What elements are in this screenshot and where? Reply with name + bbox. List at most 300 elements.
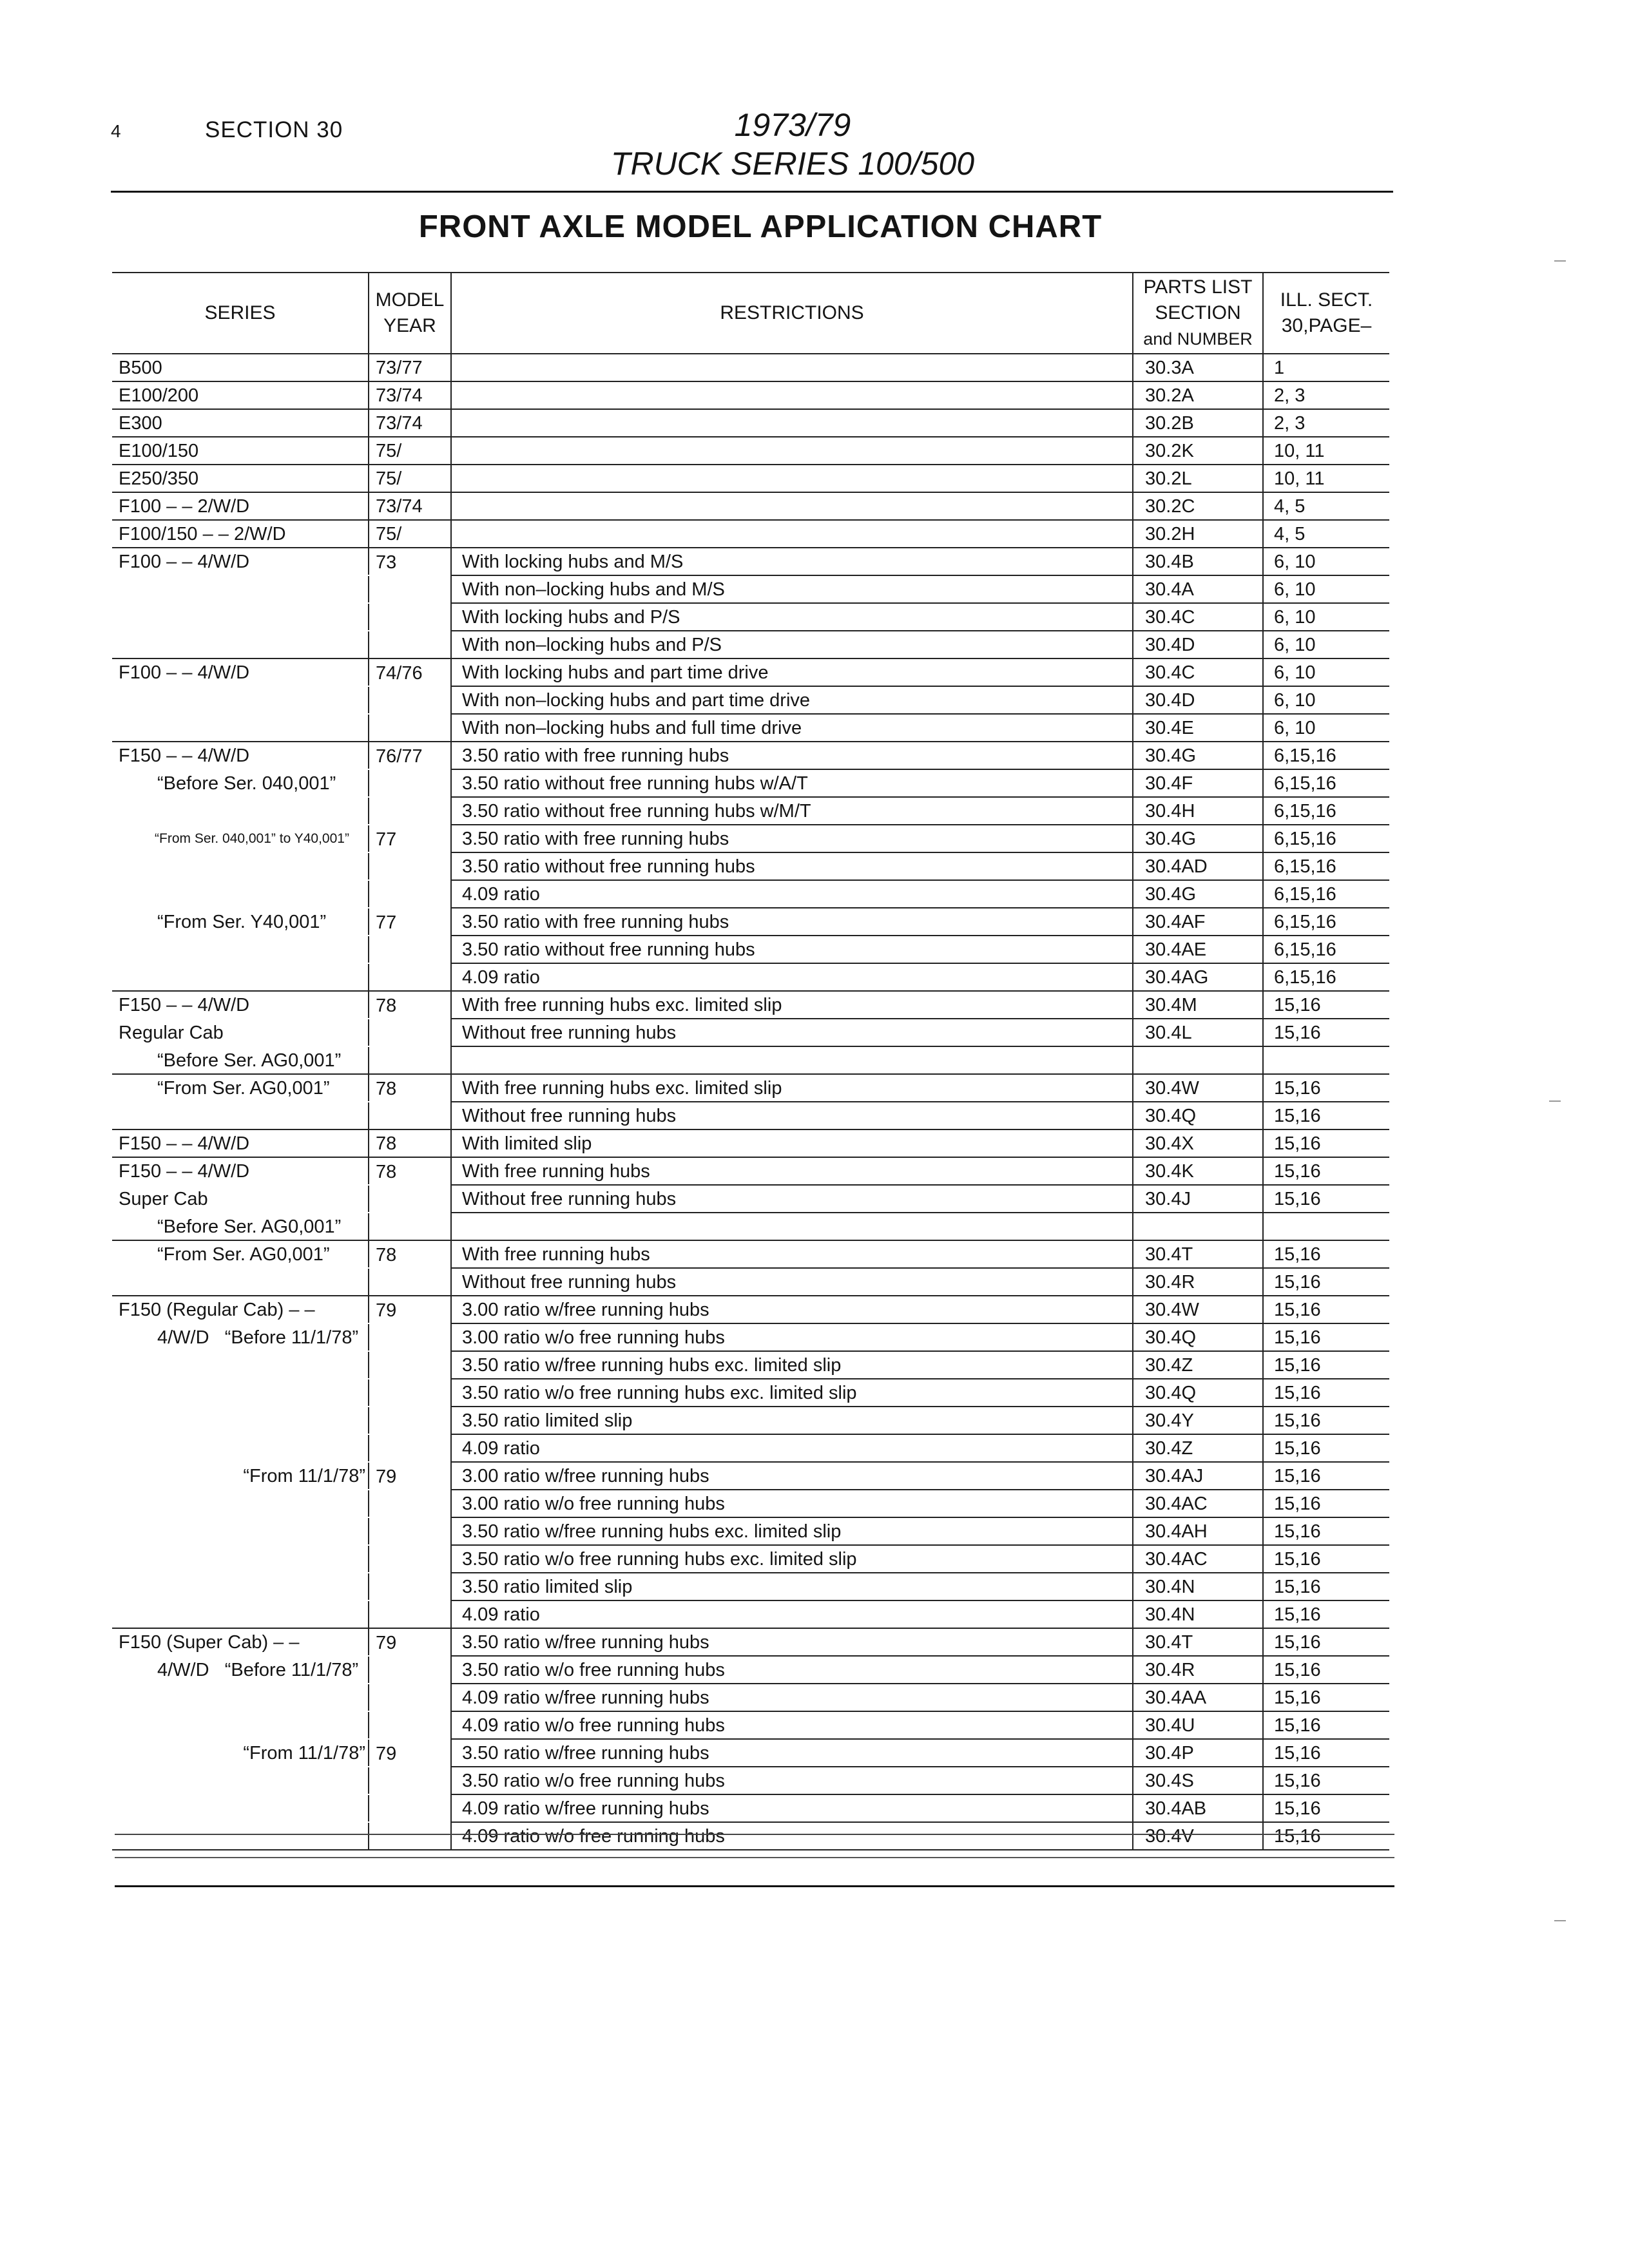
parts-list-cell: 30.4T: [1133, 1240, 1263, 1268]
restriction-cell: [451, 520, 1133, 548]
ill-sect-cell: 6,15,16: [1263, 908, 1389, 936]
table-row: [112, 575, 1389, 603]
table-row: [112, 1296, 1389, 1323]
table-row: [112, 658, 1389, 686]
table-row: [112, 742, 1389, 769]
ill-sect-cell: 15,16: [1263, 1157, 1389, 1185]
table-row: [112, 1490, 1389, 1517]
ill-sect-cell: 6, 10: [1263, 631, 1389, 658]
table-row: [112, 1268, 1389, 1296]
parts-list-cell: 30.2K: [1133, 437, 1263, 465]
ill-sect-cell: 15,16: [1263, 1600, 1389, 1628]
series-cell: F100/150 – – 2/W/D: [112, 520, 369, 548]
model-year-cell: 78: [369, 1157, 451, 1185]
series-cell: F100 – – 4/W/D: [119, 662, 250, 683]
restriction-cell: 3.50 ratio with free running hubs: [451, 742, 1133, 769]
parts-list-cell: 30.4Y: [1133, 1407, 1263, 1434]
table-row: [112, 1240, 1389, 1268]
model-year-cell: 75/: [369, 520, 451, 548]
model-year-cell: [369, 714, 451, 742]
ill-sect-cell: 15,16: [1263, 1628, 1389, 1656]
series-cell: E250/350: [112, 465, 369, 492]
restriction-cell: [451, 1046, 1133, 1074]
series-cell: E100/200: [112, 381, 369, 409]
table-row: [112, 1767, 1389, 1794]
restriction-cell: 3.00 ratio w/free running hubs: [451, 1462, 1133, 1490]
model-year-cell: 79: [369, 1628, 451, 1656]
ill-sect-cell: 15,16: [1263, 1407, 1389, 1434]
ill-sect-cell: 6,15,16: [1263, 963, 1389, 991]
header-model-year-line2: YEAR: [383, 315, 436, 336]
parts-list-cell: 30.4AJ: [1133, 1462, 1263, 1490]
parts-list-cell: 30.4Q: [1133, 1323, 1263, 1351]
table-row: [112, 631, 1389, 658]
restriction-cell: 4.09 ratio w/o free running hubs: [451, 1822, 1133, 1850]
ill-sect-cell: 15,16: [1263, 1462, 1389, 1490]
series-cell: [112, 1794, 369, 1822]
parts-list-cell: 30.4M: [1133, 991, 1263, 1019]
parts-list-cell: 30.4D: [1133, 686, 1263, 714]
ill-sect-cell: 15,16: [1263, 1490, 1389, 1517]
model-year-cell: [369, 1046, 451, 1074]
header-ill-sect-line2: 30,PAGE–: [1281, 315, 1372, 336]
parts-list-cell: 30.4AC: [1133, 1545, 1263, 1573]
restriction-cell: With free running hubs exc. limited slip: [451, 991, 1133, 1019]
model-year-cell: [369, 1407, 451, 1434]
ill-sect-cell: 15,16: [1263, 1296, 1389, 1323]
parts-list-cell: 30.4Z: [1133, 1434, 1263, 1462]
parts-list-cell: 30.4AF: [1133, 908, 1263, 936]
ill-sect-cell: 6,15,16: [1263, 936, 1389, 963]
parts-list-cell: 30.4AB: [1133, 1794, 1263, 1822]
parts-list-cell: 30.4AH: [1133, 1517, 1263, 1545]
table-row: [112, 548, 1389, 575]
table-row: [112, 1379, 1389, 1407]
table-row: [112, 1794, 1389, 1822]
model-year-cell: [369, 852, 451, 880]
table-row: [112, 1822, 1389, 1850]
ill-sect-cell: [1263, 1046, 1389, 1074]
table-row: [112, 1545, 1389, 1573]
series-cell: “From Ser. AG0,001”: [157, 1244, 330, 1265]
parts-list-cell: 30.4AD: [1133, 852, 1263, 880]
restriction-cell: 3.50 ratio w/o free running hubs exc. limited slip: [451, 1545, 1133, 1573]
bottom-rule: [115, 1857, 1394, 1858]
table-row: [112, 963, 1389, 991]
series-cell: “Before Ser. AG0,001”: [112, 1213, 369, 1240]
header-parts-list: [1133, 273, 1263, 354]
restriction-cell: 3.50 ratio w/o free running hubs: [451, 1767, 1133, 1794]
margin-mark: [1554, 1920, 1566, 1921]
restriction-cell: 3.50 ratio w/o free running hubs: [451, 1656, 1133, 1684]
model-year-cell: [369, 686, 451, 714]
table-row: [112, 1739, 1389, 1767]
model-year-cell: 78: [369, 1129, 451, 1157]
series-cell: F100 – – 4/W/D: [119, 552, 250, 572]
restriction-cell: [451, 381, 1133, 409]
parts-list-cell: 30.4S: [1133, 1767, 1263, 1794]
parts-list-cell: 30.2H: [1133, 520, 1263, 548]
parts-list-cell: 30.4V: [1133, 1822, 1263, 1850]
restriction-cell: 4.09 ratio: [451, 1434, 1133, 1462]
model-year-cell: [369, 1019, 451, 1046]
table-row: [112, 1323, 1389, 1351]
restriction-cell: With limited slip: [451, 1129, 1133, 1157]
ill-sect-cell: 15,16: [1263, 1656, 1389, 1684]
model-year-cell: [369, 1102, 451, 1129]
series-cell: F150 (Super Cab) – –: [119, 1632, 300, 1653]
series-cell: B500: [112, 354, 369, 381]
bottom-rule: [115, 1885, 1394, 1887]
header-series: SERIES: [112, 273, 369, 354]
model-year-cell: 73/74: [369, 409, 451, 437]
parts-list-cell: 30.2A: [1133, 381, 1263, 409]
parts-list-cell: 30.4D: [1133, 631, 1263, 658]
restriction-cell: 3.50 ratio with free running hubs: [451, 908, 1133, 936]
table-row: [112, 603, 1389, 631]
title-series: TRUCK SERIES 100/500: [610, 146, 975, 182]
parts-list-cell: 30.4G: [1133, 825, 1263, 852]
ill-sect-cell: 6, 10: [1263, 714, 1389, 742]
table-row: [112, 1213, 1389, 1240]
series-cell: [112, 1573, 369, 1600]
restriction-cell: 3.00 ratio w/free running hubs: [451, 1296, 1133, 1323]
ill-sect-cell: 6, 10: [1263, 603, 1389, 631]
ill-sect-cell: 2, 3: [1263, 381, 1389, 409]
table-row: [112, 1185, 1389, 1213]
series-cell: [112, 1822, 369, 1850]
table-row: [112, 492, 1389, 520]
document-title: [451, 106, 1134, 183]
parts-list-cell: 30.2L: [1133, 465, 1263, 492]
model-year-cell: 77: [369, 825, 451, 852]
model-year-cell: [369, 1573, 451, 1600]
ill-sect-cell: 15,16: [1263, 1379, 1389, 1407]
chart-title: FRONT AXLE MODEL APPLICATION CHART: [418, 209, 1103, 244]
model-year-cell: 76/77: [369, 742, 451, 769]
restriction-cell: [451, 492, 1133, 520]
ill-sect-cell: 1: [1263, 354, 1389, 381]
bottom-rule: [115, 1834, 1394, 1835]
restriction-cell: [451, 409, 1133, 437]
series-cell: [112, 1407, 369, 1434]
series-cell: F150 – – 4/W/D: [112, 1129, 369, 1157]
ill-sect-cell: 15,16: [1263, 1019, 1389, 1046]
model-year-cell: [369, 1268, 451, 1296]
model-year-cell: [369, 1213, 451, 1240]
table-header-row: [112, 273, 1389, 354]
parts-list-cell: 30.4C: [1133, 603, 1263, 631]
series-cell: [112, 963, 369, 991]
ill-sect-cell: 15,16: [1263, 1573, 1389, 1600]
header-model-year-line1: MODEL: [375, 289, 445, 311]
header-parts-list-line3: and NUMBER: [1143, 329, 1253, 349]
parts-list-cell: 30.4R: [1133, 1268, 1263, 1296]
series-cell: [112, 1434, 369, 1462]
ill-sect-cell: 15,16: [1263, 1684, 1389, 1711]
header-model-year: [369, 273, 451, 354]
ill-sect-cell: [1263, 1213, 1389, 1240]
model-year-cell: [369, 963, 451, 991]
model-year-cell: [369, 1434, 451, 1462]
ill-sect-cell: 4, 5: [1263, 520, 1389, 548]
series-cell: “From Ser. Y40,001”: [157, 912, 327, 932]
restriction-cell: 3.50 ratio without free running hubs: [451, 936, 1133, 963]
model-year-cell: [369, 880, 451, 908]
ill-sect-cell: 10, 11: [1263, 465, 1389, 492]
restriction-cell: 3.50 ratio with free running hubs: [451, 825, 1133, 852]
series-cell: Super Cab: [119, 1189, 208, 1209]
model-year-cell: [369, 1517, 451, 1545]
ill-sect-cell: 4, 5: [1263, 492, 1389, 520]
ill-sect-cell: 10, 11: [1263, 437, 1389, 465]
table-row: [112, 520, 1389, 548]
series-cell: [112, 714, 369, 742]
restriction-cell: 3.00 ratio w/o free running hubs: [451, 1490, 1133, 1517]
restriction-cell: 4.09 ratio: [451, 1600, 1133, 1628]
restriction-cell: 3.50 ratio limited slip: [451, 1407, 1133, 1434]
model-year-cell: 75/: [369, 437, 451, 465]
parts-list-cell: 30.4C: [1133, 658, 1263, 686]
series-cell: [112, 797, 369, 825]
parts-list-cell: 30.4W: [1133, 1296, 1263, 1323]
table-row: [112, 1573, 1389, 1600]
model-year-cell: 79: [369, 1462, 451, 1490]
model-year-cell: [369, 603, 451, 631]
model-year-cell: 78: [369, 1074, 451, 1102]
restriction-cell: [451, 437, 1133, 465]
model-year-cell: [369, 1379, 451, 1407]
parts-list-cell: 30.4AG: [1133, 963, 1263, 991]
restriction-cell: 3.50 ratio without free running hubs w/M/T: [451, 797, 1133, 825]
model-year-cell: [369, 1711, 451, 1739]
series-cell: [112, 1545, 369, 1573]
restriction-cell: 4.09 ratio: [451, 880, 1133, 908]
table-row: [112, 1711, 1389, 1739]
series-cell: “Before Ser. AG0,001”: [112, 1046, 369, 1074]
ill-sect-cell: 6,15,16: [1263, 742, 1389, 769]
restriction-cell: 4.09 ratio: [451, 963, 1133, 991]
restriction-cell: 3.50 ratio w/free running hubs: [451, 1628, 1133, 1656]
model-year-cell: [369, 936, 451, 963]
parts-list-cell: 30.4T: [1133, 1628, 1263, 1656]
ill-sect-cell: 2, 3: [1263, 409, 1389, 437]
table-row: [112, 1407, 1389, 1434]
ill-sect-cell: 6, 10: [1263, 575, 1389, 603]
margin-mark: [1554, 260, 1566, 262]
table-row: [112, 1157, 1389, 1185]
restriction-cell: With non–locking hubs and M/S: [451, 575, 1133, 603]
parts-list-cell: 30.4A: [1133, 575, 1263, 603]
parts-list-cell: 30.4K: [1133, 1157, 1263, 1185]
restriction-cell: [451, 354, 1133, 381]
parts-list-cell: 30.4N: [1133, 1600, 1263, 1628]
parts-list-cell: 30.4AE: [1133, 936, 1263, 963]
ill-sect-cell: 15,16: [1263, 1323, 1389, 1351]
series-cell: [112, 631, 369, 658]
parts-list-cell: 30.4Q: [1133, 1379, 1263, 1407]
restriction-cell: Without free running hubs: [451, 1185, 1133, 1213]
parts-list-cell: 30.4J: [1133, 1185, 1263, 1213]
series-cell: [112, 1767, 369, 1794]
header-ill-sect-line1: ILL. SECT.: [1280, 289, 1373, 311]
series-cell: “Before Ser. 040,001”: [157, 773, 336, 794]
restriction-cell: Without free running hubs: [451, 1102, 1133, 1129]
model-year-cell: [369, 631, 451, 658]
restriction-cell: With locking hubs and part time drive: [451, 658, 1133, 686]
model-year-cell: [369, 797, 451, 825]
parts-list-cell: 30.4E: [1133, 714, 1263, 742]
restriction-cell: 3.50 ratio w/free running hubs exc. limited slip: [451, 1517, 1133, 1545]
model-year-cell: 75/: [369, 465, 451, 492]
ill-sect-cell: 15,16: [1263, 1268, 1389, 1296]
model-year-cell: [369, 1545, 451, 1573]
title-years: 1973/79: [734, 107, 851, 143]
series-cell: [112, 1517, 369, 1545]
series-cell: [112, 852, 369, 880]
header-parts-list-line1: PARTS LIST: [1143, 276, 1253, 298]
title-rule: [111, 191, 1393, 193]
model-year-cell: [369, 1490, 451, 1517]
series-cell: [112, 936, 369, 963]
margin-mark: [1549, 1100, 1561, 1102]
series-cell: F150 (Regular Cab) – –: [119, 1300, 315, 1320]
model-year-cell: [369, 1822, 451, 1850]
table-row: [112, 1074, 1389, 1102]
header-ill-sect: [1263, 273, 1389, 354]
restriction-cell: Without free running hubs: [451, 1268, 1133, 1296]
series-cell: [112, 1684, 369, 1711]
ill-sect-cell: 15,16: [1263, 1517, 1389, 1545]
series-cell: 4/W/D “Before 11/1/78”: [157, 1327, 359, 1348]
model-year-cell: 77: [369, 908, 451, 936]
restriction-cell: 3.50 ratio without free running hubs: [451, 852, 1133, 880]
ill-sect-cell: 15,16: [1263, 1434, 1389, 1462]
table-row: [112, 991, 1389, 1019]
model-year-cell: 79: [369, 1296, 451, 1323]
model-year-cell: [369, 575, 451, 603]
parts-list-cell: 30.4N: [1133, 1573, 1263, 1600]
model-year-cell: [369, 1351, 451, 1379]
ill-sect-cell: 15,16: [1263, 1185, 1389, 1213]
ill-sect-cell: 6,15,16: [1263, 880, 1389, 908]
parts-list-cell: 30.4U: [1133, 1711, 1263, 1739]
series-cell: [112, 575, 369, 603]
section-label: SECTION 30: [205, 117, 343, 142]
model-year-cell: [369, 1767, 451, 1794]
model-year-cell: 73: [369, 548, 451, 575]
model-year-cell: 73/74: [369, 381, 451, 409]
table-row: [112, 852, 1389, 880]
series-cell: E100/150: [112, 437, 369, 465]
parts-list-cell: 30.4P: [1133, 1739, 1263, 1767]
ill-sect-cell: 15,16: [1263, 1767, 1389, 1794]
restriction-cell: [451, 465, 1133, 492]
table-row: [112, 381, 1389, 409]
series-cell: E300: [112, 409, 369, 437]
parts-list-cell: 30.3A: [1133, 354, 1263, 381]
series-cell: “From 11/1/78”: [243, 1743, 365, 1763]
model-year-cell: [369, 1656, 451, 1684]
parts-list-cell: 30.4AA: [1133, 1684, 1263, 1711]
table-row: [112, 1462, 1389, 1490]
ill-sect-cell: 15,16: [1263, 1739, 1389, 1767]
parts-list-cell: [1133, 1046, 1263, 1074]
restriction-cell: 3.50 ratio w/free running hubs: [451, 1739, 1133, 1767]
restriction-cell: With non–locking hubs and P/S: [451, 631, 1133, 658]
parts-list-cell: 30.4Z: [1133, 1351, 1263, 1379]
series-cell: Regular Cab: [119, 1023, 224, 1043]
header-restrictions: RESTRICTIONS: [451, 273, 1133, 354]
table-row: [112, 1434, 1389, 1462]
table-row: [112, 1684, 1389, 1711]
table-row: [112, 769, 1389, 797]
table-row: [112, 880, 1389, 908]
model-year-cell: [369, 1794, 451, 1822]
model-year-cell: [369, 1185, 451, 1213]
parts-list-cell: 30.2B: [1133, 409, 1263, 437]
table-row: [112, 908, 1389, 936]
parts-list-cell: 30.4G: [1133, 742, 1263, 769]
ill-sect-cell: 6, 10: [1263, 658, 1389, 686]
restriction-cell: With free running hubs exc. limited slip: [451, 1074, 1133, 1102]
table-row: [112, 1129, 1389, 1157]
table-body: [112, 354, 1389, 1850]
ill-sect-cell: 6,15,16: [1263, 769, 1389, 797]
series-cell: [112, 1490, 369, 1517]
table-row: [112, 1351, 1389, 1379]
restriction-cell: 4.09 ratio w/free running hubs: [451, 1794, 1133, 1822]
model-year-cell: 73/77: [369, 354, 451, 381]
series-cell: [112, 1268, 369, 1296]
ill-sect-cell: 6,15,16: [1263, 852, 1389, 880]
parts-list-cell: 30.4Q: [1133, 1102, 1263, 1129]
series-cell: “From Ser. AG0,001”: [157, 1078, 330, 1099]
restriction-cell: [451, 1213, 1133, 1240]
restriction-cell: 3.50 ratio w/o free running hubs exc. limited slip: [451, 1379, 1133, 1407]
ill-sect-cell: 15,16: [1263, 991, 1389, 1019]
ill-sect-cell: 15,16: [1263, 1129, 1389, 1157]
ill-sect-cell: 15,16: [1263, 1794, 1389, 1822]
table-row: [112, 686, 1389, 714]
series-cell: “From Ser. 040,001” to Y40,001”: [155, 831, 349, 846]
ill-sect-cell: 6,15,16: [1263, 797, 1389, 825]
model-year-cell: 78: [369, 991, 451, 1019]
parts-list-cell: 30.2C: [1133, 492, 1263, 520]
series-cell: [112, 1711, 369, 1739]
series-cell: [112, 1600, 369, 1628]
restriction-cell: Without free running hubs: [451, 1019, 1133, 1046]
series-cell: “From 11/1/78”: [243, 1466, 365, 1486]
model-year-cell: 78: [369, 1240, 451, 1268]
table-row: [112, 797, 1389, 825]
ill-sect-cell: 6, 10: [1263, 686, 1389, 714]
restriction-cell: 3.50 ratio limited slip: [451, 1573, 1133, 1600]
table-row: [112, 409, 1389, 437]
table-row: [112, 1628, 1389, 1656]
ill-sect-cell: 15,16: [1263, 1240, 1389, 1268]
model-year-cell: [369, 1684, 451, 1711]
series-cell: F150 – – 4/W/D: [119, 745, 250, 766]
header-parts-list-line2: SECTION: [1155, 302, 1241, 323]
ill-sect-cell: 15,16: [1263, 1545, 1389, 1573]
ill-sect-cell: 15,16: [1263, 1711, 1389, 1739]
ill-sect-cell: 15,16: [1263, 1351, 1389, 1379]
ill-sect-cell: 15,16: [1263, 1074, 1389, 1102]
table-row: [112, 1656, 1389, 1684]
series-cell: [112, 686, 369, 714]
restriction-cell: With non–locking hubs and part time drive: [451, 686, 1133, 714]
